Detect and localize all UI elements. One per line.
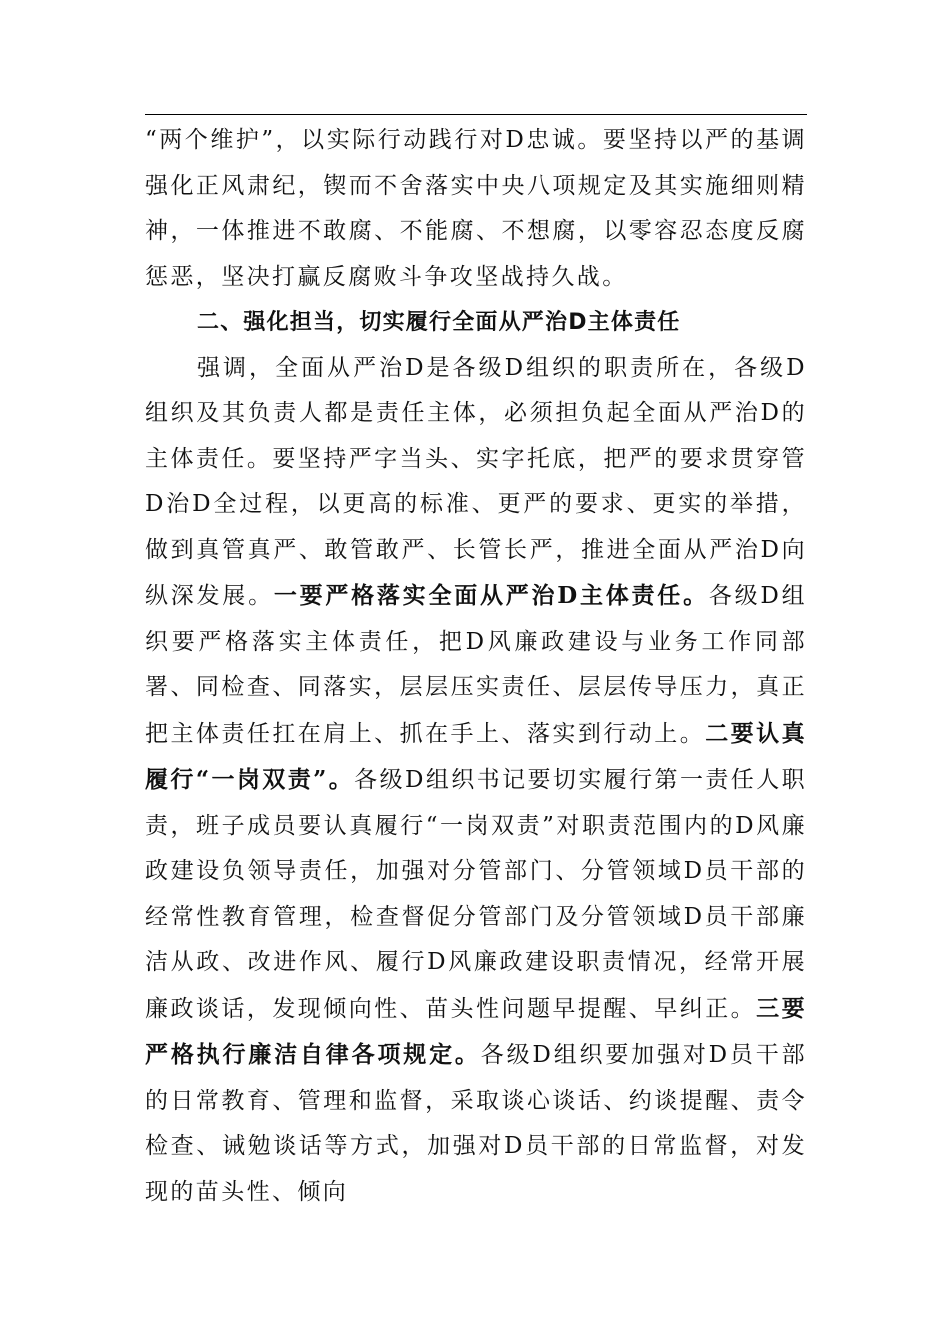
point-3-title: 三要严格执行廉洁自律各项规定。 <box>145 994 807 1068</box>
point-1-title: 一要严格落实全面从严治D主体责任。 <box>273 582 709 609</box>
point-2-text: 各级D组织书记要切实履行第一责任人职责，班子成员要认真履行“一岗双责”对职责范围内的D风廉政建设负领导责任，加强对分管部门、分管领域D员干部的经常性教育管理，检查督促分管部门及分管领域D员干部廉洁从政、改进作风、履行D风廉政建设职责情况，经常开展廉政谈话，发现倾向性、苗头性问题早提醒、早纠正。 <box>145 767 808 1022</box>
body-paragraph <box>145 346 807 1216</box>
point-3-text: 各级D组织要加强对D员干部的日常教育、管理和监督，采取谈心谈话、约谈提醒、责令检查、诫勉谈话等方式，加强对D员干部的日常监督，对发现的苗头性、倾向 <box>145 1042 807 1205</box>
intro-text: 强调，全面从严治D是各级D组织的职责所在，各级D组织及其负责人都是责任主体，必须担负起全面从严治D的主体责任。要坚持严字当头、实字托底，把严的要求贯穿管D治D全过程，以更高的标准、更严的要求、更实的举措，做到真管真严、敢管敢严、长管长严，推进全面从严治D向纵深发展。 <box>145 354 807 609</box>
section-heading: 二、强化担当，切实履行全面从严治D主体责任 <box>197 310 681 335</box>
header-rule <box>145 114 807 115</box>
continuation-paragraph: “两个维护”，以实际行动践行对D忠诚。要坚持以严的基调强化正风肃纪，锲而不舍落实中央八项规定及其实施细则精神，一体推进不敢腐、不能腐、不想腐，以零容忍态度反腐惩恶，坚决打赢反腐败斗争攻坚战持久战。 <box>145 127 807 290</box>
point-1-text: 各级D组织要严格落实主体责任，把D风廉政建设与业务工作同部署、同检查、同落实，层层压实责任、层层传导压力，真正把主体责任扛在肩上、抓在手上、落实到行动上。 <box>145 583 808 747</box>
page-content <box>145 118 807 1215</box>
point-2-title: 二要认真履行“一岗双责”。 <box>145 719 807 793</box>
